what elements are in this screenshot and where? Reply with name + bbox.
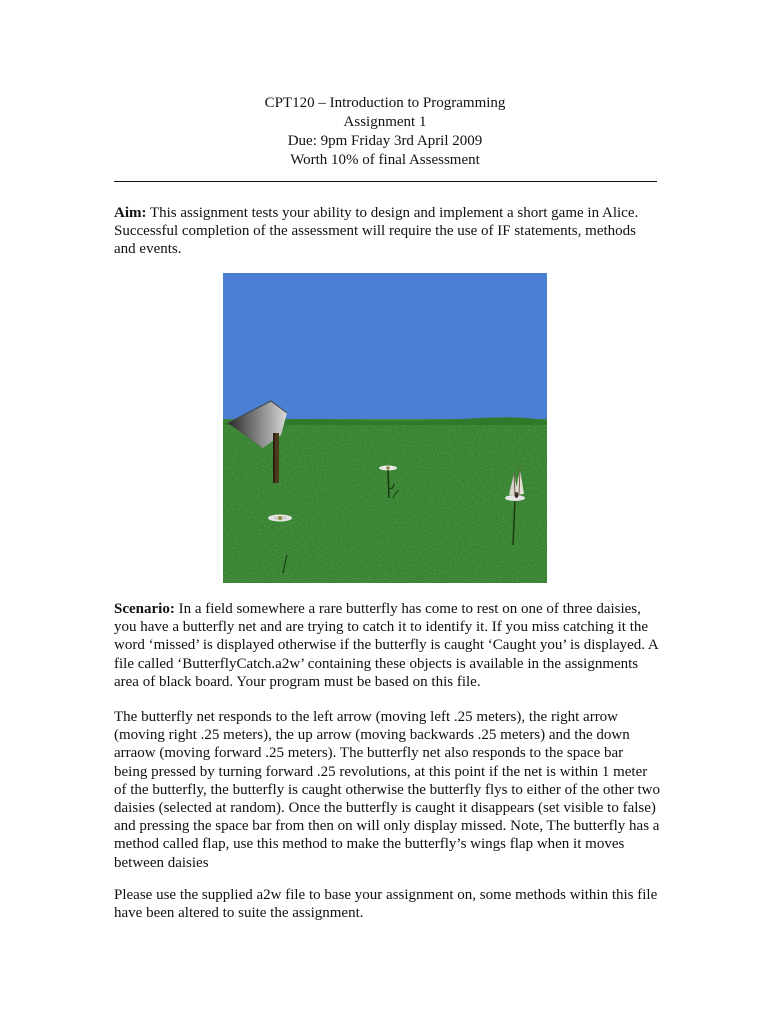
alice-scene-image <box>223 273 547 583</box>
aim-paragraph <box>114 204 660 259</box>
aim-text: This assignment tests your ability to design and implement a short game in Alice. Successful completion of the assessment will require the use of IF statements, methods and events. <box>114 205 639 258</box>
controls-paragraph: The butterfly net responds to the left arrow (moving left .25 meters), the right arrow (moving right .25 meters), the up arrow (moving backwards .25 meters) and the down arraow (moving forward .25 meters). The butterfly net also responds to the space bar being pressed by turning forward .25 revolutions, at this point if the net is within 1 meter of the butterfly, the butterfly is caught otherwise the butterfly flys to either of the other two daisies (selected at random). Once the butterfly is caught it disappears (set visible to false) and pressing the space bar from then on will only display missed. Note, The butterfly has a method called flap, use this method to make the butterfly’s wings flap when it moves between daisies <box>114 709 660 871</box>
daisy-left <box>268 515 292 522</box>
aim-label: Aim: <box>114 205 147 221</box>
due-date: Due: 9pm Friday 3rd April 2009 <box>287 133 483 149</box>
assessment-weight: Worth 10% of final Assessment <box>290 152 480 168</box>
document-header <box>0 94 770 170</box>
course-title: CPT120 – Introduction to Programming <box>264 95 506 111</box>
scenario-text: In a field somewhere a rare butterfly has come to rest on one of three daisies, you have a butterfly net and are trying to catch it to identify it. If you miss catching it the word ‘missed’ is displayed otherwise if the butterfly is caught ‘Caught you’ is displayed. A file called ‘ButterflyCatch.a2w’ containing these objects is available in the assignments area of black board. Your program must be based on this file. <box>114 601 658 690</box>
scenario-label: Scenario: <box>114 601 175 617</box>
assignment-number: Assignment 1 <box>343 114 427 130</box>
scenario-paragraph <box>114 600 660 691</box>
note-paragraph: Please use the supplied a2w file to base your assignment on, some methods within this file have been altered to suite the assignment. <box>114 887 658 922</box>
header-divider <box>114 181 657 182</box>
